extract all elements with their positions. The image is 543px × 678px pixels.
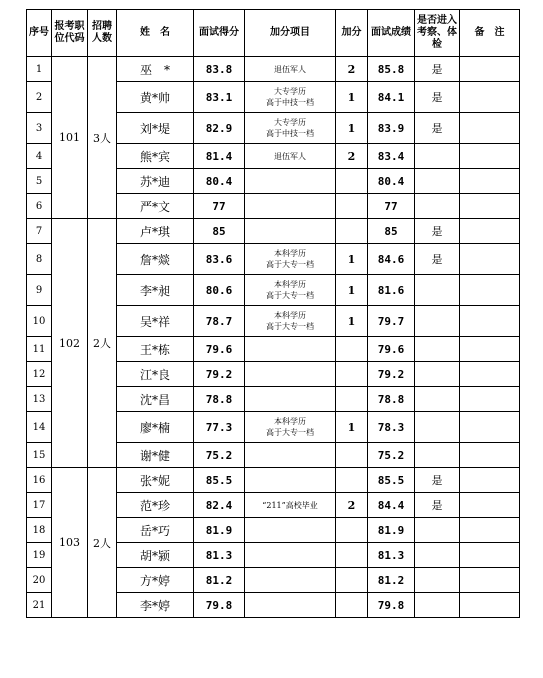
remark-cell (460, 194, 520, 219)
remark-cell (460, 468, 520, 493)
interview-score-cell: 75.2 (194, 443, 245, 468)
interview-score-cell: 82.4 (194, 493, 245, 518)
interview-score-cell: 80.6 (194, 275, 245, 306)
name-cell: 刘*堤 (117, 113, 194, 144)
bonus-item-cell (245, 412, 336, 443)
bonus-item-line: 本科学历 (274, 249, 306, 258)
header-name: 姓 名 (117, 10, 194, 57)
remark-cell (460, 275, 520, 306)
interview-score-cell: 78.8 (194, 387, 245, 412)
bonus-item-cell (245, 337, 336, 362)
bonus-item-line: 高于大专一档 (266, 291, 314, 300)
bonus-item-line: 退伍军人 (274, 64, 306, 74)
seq-cell: 20 (27, 568, 52, 593)
seq-cell: 8 (27, 244, 52, 275)
bonus-item-line: 本科学历 (274, 311, 306, 320)
quota-cell: 2人 (88, 219, 117, 468)
enter-cell (415, 518, 460, 543)
name-cell: 李*婷 (117, 593, 194, 618)
seq-cell: 17 (27, 493, 52, 518)
name-cell: 詹*燚 (117, 244, 194, 275)
header-interview: 面试得分 (194, 10, 245, 57)
name-cell: 廖*楠 (117, 412, 194, 443)
name-cell: 巫 * (117, 57, 194, 82)
seq-cell: 9 (27, 275, 52, 306)
remark-cell (460, 518, 520, 543)
interview-score-cell: 79.6 (194, 337, 245, 362)
bonus-cell: 1 (336, 244, 368, 275)
name-cell: 沈*昌 (117, 387, 194, 412)
bonus-cell (336, 468, 368, 493)
bonus-item-line: 高于大专一档 (266, 260, 314, 269)
results-table (26, 9, 520, 618)
interview-score-cell: 77.3 (194, 412, 245, 443)
name-cell: 苏*迪 (117, 169, 194, 194)
enter-cell (415, 337, 460, 362)
bonus-item-cell (245, 82, 336, 113)
remark-cell (460, 387, 520, 412)
final-score-cell: 85 (368, 219, 415, 244)
final-score-cell: 83.4 (368, 144, 415, 169)
seq-cell: 10 (27, 306, 52, 337)
header-enter: 是否进入考察、体检 (415, 10, 460, 57)
name-cell: 黄*帅 (117, 82, 194, 113)
final-score-cell: 83.9 (368, 113, 415, 144)
enter-cell (415, 412, 460, 443)
final-score-cell: 77 (368, 194, 415, 219)
bonus-item-line: 大专学历 (274, 118, 306, 127)
bonus-item-cell (245, 244, 336, 275)
remark-cell (460, 443, 520, 468)
table-row (27, 468, 520, 493)
seq-cell: 14 (27, 412, 52, 443)
header-final: 面试成绩 (368, 10, 415, 57)
bonus-cell: 1 (336, 82, 368, 113)
bonus-item-cell (245, 443, 336, 468)
bonus-item-cell (245, 113, 336, 144)
bonus-item-cell (245, 362, 336, 387)
final-score-cell: 85.5 (368, 468, 415, 493)
seq-cell: 13 (27, 387, 52, 412)
final-score-cell: 81.9 (368, 518, 415, 543)
interview-score-cell: 81.2 (194, 568, 245, 593)
bonus-cell: 1 (336, 306, 368, 337)
remark-cell (460, 337, 520, 362)
remark-cell (460, 593, 520, 618)
enter-cell (415, 387, 460, 412)
remark-cell (460, 113, 520, 144)
bonus-cell: 2 (336, 493, 368, 518)
name-cell: 吴*祥 (117, 306, 194, 337)
header-bonus: 加分 (336, 10, 368, 57)
remark-cell (460, 306, 520, 337)
remark-cell (460, 493, 520, 518)
name-cell: 严*文 (117, 194, 194, 219)
enter-cell (415, 593, 460, 618)
bonus-item-cell (245, 568, 336, 593)
bonus-cell (336, 443, 368, 468)
bonus-cell: 2 (336, 144, 368, 169)
bonus-item-cell (245, 57, 336, 82)
name-cell: 方*婷 (117, 568, 194, 593)
enter-cell: 是 (415, 468, 460, 493)
final-score-cell: 75.2 (368, 443, 415, 468)
name-cell: 卢*琪 (117, 219, 194, 244)
bonus-item-line: 高于中技一档 (266, 98, 314, 107)
remark-cell (460, 543, 520, 568)
interview-score-cell: 78.7 (194, 306, 245, 337)
interview-score-cell: 85.5 (194, 468, 245, 493)
final-score-cell: 80.4 (368, 169, 415, 194)
bonus-cell (336, 568, 368, 593)
name-cell: 岳*巧 (117, 518, 194, 543)
final-score-cell: 79.7 (368, 306, 415, 337)
enter-cell: 是 (415, 113, 460, 144)
final-score-cell: 79.8 (368, 593, 415, 618)
bonus-item-cell (245, 387, 336, 412)
bonus-cell (336, 169, 368, 194)
seq-cell: 15 (27, 443, 52, 468)
bonus-item-line: 高于中技一档 (266, 129, 314, 138)
remark-cell (460, 244, 520, 275)
enter-cell (415, 306, 460, 337)
bonus-item-line: 高于大专一档 (266, 428, 314, 437)
bonus-cell (336, 194, 368, 219)
final-score-cell: 81.3 (368, 543, 415, 568)
quota-cell: 2人 (88, 468, 117, 618)
final-score-cell: 78.8 (368, 387, 415, 412)
final-score-cell: 84.1 (368, 82, 415, 113)
remark-cell (460, 568, 520, 593)
seq-cell: 7 (27, 219, 52, 244)
enter-cell: 是 (415, 57, 460, 82)
table-body (27, 57, 520, 618)
bonus-item-cell (245, 194, 336, 219)
bonus-item-cell (245, 468, 336, 493)
remark-cell (460, 362, 520, 387)
interview-score-cell: 83.1 (194, 82, 245, 113)
final-score-cell: 84.6 (368, 244, 415, 275)
bonus-cell (336, 518, 368, 543)
name-cell: 江*良 (117, 362, 194, 387)
seq-cell: 19 (27, 543, 52, 568)
remark-cell (460, 219, 520, 244)
header-code: 报考职位代码 (52, 10, 88, 57)
enter-cell (415, 362, 460, 387)
seq-cell: 21 (27, 593, 52, 618)
bonus-cell (336, 362, 368, 387)
interview-score-cell: 85 (194, 219, 245, 244)
bonus-cell: 1 (336, 412, 368, 443)
bonus-item-cell (245, 219, 336, 244)
seq-cell: 2 (27, 82, 52, 113)
final-score-cell: 79.6 (368, 337, 415, 362)
position-code-cell: 101 (52, 57, 88, 219)
header-quota: 招聘人数 (88, 10, 117, 57)
header-bonus-item: 加分项目 (245, 10, 336, 57)
interview-score-cell: 81.4 (194, 144, 245, 169)
interview-score-cell: 82.9 (194, 113, 245, 144)
bonus-cell: 2 (336, 57, 368, 82)
interview-score-cell: 77 (194, 194, 245, 219)
name-cell: 李*昶 (117, 275, 194, 306)
bonus-cell: 1 (336, 275, 368, 306)
seq-cell: 3 (27, 113, 52, 144)
interview-score-cell: 79.8 (194, 593, 245, 618)
final-score-cell: 78.3 (368, 412, 415, 443)
seq-cell: 6 (27, 194, 52, 219)
seq-cell: 5 (27, 169, 52, 194)
name-cell: 范*珍 (117, 493, 194, 518)
final-score-cell: 81.6 (368, 275, 415, 306)
bonus-item-cell (245, 518, 336, 543)
position-code-cell: 103 (52, 468, 88, 618)
bonus-cell (336, 543, 368, 568)
bonus-item-line: 高于大专一档 (266, 322, 314, 331)
enter-cell (415, 443, 460, 468)
remark-cell (460, 144, 520, 169)
enter-cell (415, 194, 460, 219)
table-row (27, 57, 520, 82)
bonus-item-line: 本科学历 (274, 417, 306, 426)
seq-cell: 1 (27, 57, 52, 82)
enter-cell: 是 (415, 493, 460, 518)
interview-score-cell: 79.2 (194, 362, 245, 387)
bonus-item-cell (245, 275, 336, 306)
seq-cell: 18 (27, 518, 52, 543)
remark-cell (460, 82, 520, 113)
bonus-item-cell (245, 144, 336, 169)
final-score-cell: 81.2 (368, 568, 415, 593)
bonus-cell (336, 219, 368, 244)
enter-cell (415, 543, 460, 568)
header-seq: 序号 (27, 10, 52, 57)
enter-cell (415, 144, 460, 169)
remark-cell (460, 169, 520, 194)
seq-cell: 12 (27, 362, 52, 387)
seq-cell: 4 (27, 144, 52, 169)
table-row (27, 219, 520, 244)
name-cell: 胡*颍 (117, 543, 194, 568)
seq-cell: 16 (27, 468, 52, 493)
final-score-cell: 85.8 (368, 57, 415, 82)
header-row (27, 10, 520, 57)
bonus-item-cell (245, 493, 336, 518)
bonus-cell: 1 (336, 113, 368, 144)
enter-cell: 是 (415, 244, 460, 275)
bonus-cell (336, 593, 368, 618)
interview-score-cell: 81.3 (194, 543, 245, 568)
bonus-cell (336, 337, 368, 362)
name-cell: 张*妮 (117, 468, 194, 493)
enter-cell (415, 275, 460, 306)
bonus-item-line: “211”高校毕业 (262, 500, 318, 510)
bonus-item-line: 大专学历 (274, 87, 306, 96)
interview-score-cell: 80.4 (194, 169, 245, 194)
interview-score-cell: 81.9 (194, 518, 245, 543)
bonus-cell (336, 387, 368, 412)
enter-cell (415, 169, 460, 194)
quota-cell: 3人 (88, 57, 117, 219)
enter-cell (415, 568, 460, 593)
name-cell: 王*栋 (117, 337, 194, 362)
name-cell: 谢*健 (117, 443, 194, 468)
bonus-item-cell (245, 543, 336, 568)
interview-score-cell: 83.8 (194, 57, 245, 82)
position-code-cell: 102 (52, 219, 88, 468)
bonus-item-line: 退伍军人 (274, 151, 306, 161)
final-score-cell: 84.4 (368, 493, 415, 518)
seq-cell: 11 (27, 337, 52, 362)
bonus-item-line: 本科学历 (274, 280, 306, 289)
remark-cell (460, 412, 520, 443)
enter-cell: 是 (415, 82, 460, 113)
bonus-item-cell (245, 593, 336, 618)
name-cell: 熊*宾 (117, 144, 194, 169)
enter-cell: 是 (415, 219, 460, 244)
interview-score-cell: 83.6 (194, 244, 245, 275)
header-remark: 备 注 (460, 10, 520, 57)
remark-cell (460, 57, 520, 82)
bonus-item-cell (245, 306, 336, 337)
bonus-item-cell (245, 169, 336, 194)
final-score-cell: 79.2 (368, 362, 415, 387)
